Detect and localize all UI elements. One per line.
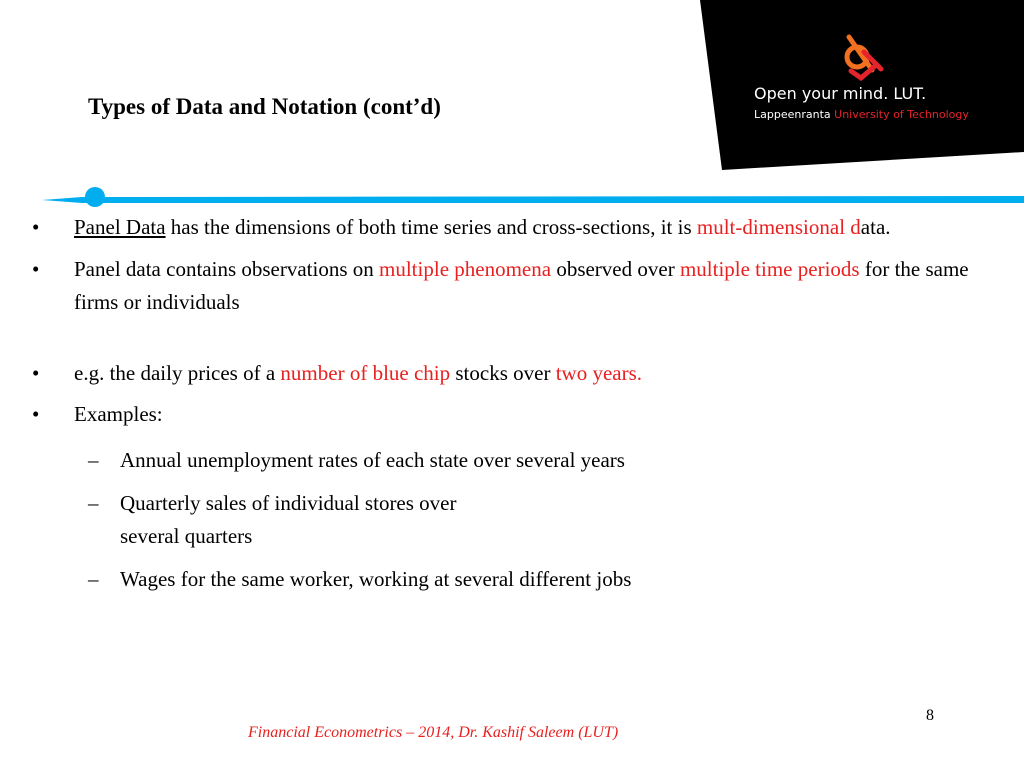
sub-bullet-mark: – [88,448,99,472]
bullet-mark: • [32,215,40,239]
logo-university-highlight: University of Technology [834,108,969,121]
bullet-mark: • [32,361,40,385]
bullet-panel-data [30,211,1010,244]
panel-data-link: Panel Data [74,215,166,239]
bullet-highlight: mult-dimensional d [696,215,861,239]
bullet-mark: • [32,257,40,281]
bullet-mark: • [32,402,40,426]
bullet-text: observed over [551,257,680,281]
bullet-examples [30,398,1010,431]
bullet-text: e.g. the daily prices of a [74,361,281,385]
sub-bullet-mark: – [88,567,99,591]
sub-bullet-text: Annual unemployment rates of each state over several years [120,448,625,472]
logo-tagline: Open your mind. LUT. [754,84,927,103]
bullet-text: ata. [860,215,891,239]
bullet-example-prices [30,357,1010,390]
bullet-highlight: multiple phenomena [379,257,552,281]
sub-bullet-text: Wages for the same worker, working at several different jobs [120,567,632,591]
divider-line [42,196,1024,203]
slide-footer: Financial Econometrics – 2014, Dr. Kashif Saleem (LUT) [248,724,619,741]
bullet-highlight: number of blue chip [280,361,451,385]
example-unemployment [30,444,1010,477]
bullet-observations [30,253,1010,319]
bullet-text: stocks over [450,361,556,385]
example-quarterly-sales [30,487,1010,553]
sub-bullet-mark: – [88,491,99,515]
divider-dot [85,187,105,207]
bullet-highlight: two years. [555,361,643,385]
logo-university-name [754,108,969,121]
bullet-text: for the same firms or individuals [74,257,969,314]
bullet-highlight: multiple time periods [679,257,860,281]
slide-content [30,211,1010,596]
bullet-text: Panel data contains observations on [74,257,380,281]
bullet-text: has the dimensions of both time series and cross-sections, it is [165,215,697,239]
bullet-text: Examples: [74,402,163,426]
logo-university-prefix: Lappeenranta [754,108,835,121]
slide-title: Types of Data and Notation (cont’d) [88,94,441,119]
spacer [30,319,1010,357]
page-number: 8 [926,707,934,724]
sub-bullet-text: Quarterly sales of individual stores over [120,491,457,515]
sub-bullet-text: several quarters [120,524,253,548]
example-wages [30,563,1010,596]
